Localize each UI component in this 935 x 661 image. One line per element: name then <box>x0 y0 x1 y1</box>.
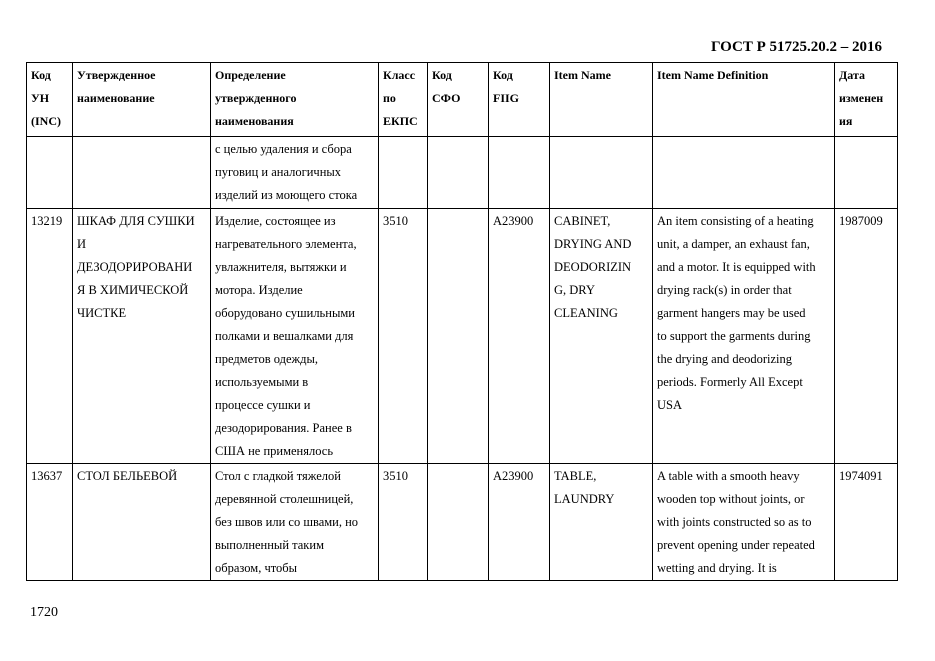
cell-item-name: TABLE, LAUNDRY <box>550 464 653 581</box>
header-approved-name: Утвержденное наименование <box>73 63 211 137</box>
cell-name-definition: с целью удаления и сбора пуговиц и аналогичных изделий из моющего стока <box>211 137 379 209</box>
cell-inc-code: 13637 <box>27 464 73 581</box>
cell-fiig-code <box>489 137 550 209</box>
cell-fiig-code: A23900 <box>489 464 550 581</box>
table-row <box>27 137 898 209</box>
page-number: 1720 <box>30 605 58 620</box>
header-item-name: Item Name <box>550 63 653 137</box>
cell-inc-code: 13219 <box>27 209 73 464</box>
cell-class: 3510 <box>379 464 428 581</box>
header-class: Класс по ЕКПС <box>379 63 428 137</box>
cell-item-name-definition <box>653 137 835 209</box>
cell-approved-name: ШКАФ ДЛЯ СУШКИ И ДЕЗОДОРИРОВАНИ Я В ХИМИЧЕСКОЙ ЧИСТКЕ <box>73 209 211 464</box>
header-sfo-code: Код СФО <box>428 63 489 137</box>
header-item-name-definition: Item Name Definition <box>653 63 835 137</box>
cell-change-date: 1987009 <box>835 209 898 464</box>
cell-item-name-definition: An item consisting of a heating unit, a damper, an exhaust fan, and a motor. It is equipped with drying rack(s) in order that garment hangers may be used to support the garments during the drying and deodorizing periods. Formerly All Except USA <box>653 209 835 464</box>
table-header-row <box>27 63 898 137</box>
cell-item-name: CABINET, DRYING AND DEODORIZIN G, DRY CLEANING <box>550 209 653 464</box>
header-name-definition: Определение утвержденного наименования <box>211 63 379 137</box>
cell-item-name <box>550 137 653 209</box>
cell-name-definition: Изделие, состоящее из нагревательного элемента, увлажнителя, вытяжки и мотора. Изделие оборудовано сушильными полками и вешалками для предметов одежды, используемыми в процессе сушки и дезодорирования. Ранее в США не применялось <box>211 209 379 464</box>
cell-change-date: 1974091 <box>835 464 898 581</box>
cell-sfo-code <box>428 137 489 209</box>
header-fiig-code: Код FIIG <box>489 63 550 137</box>
cell-item-name-definition: A table with a smooth heavy wooden top without joints, or with joints constructed so as to prevent opening under repeated wetting and drying. It is <box>653 464 835 581</box>
cell-sfo-code <box>428 464 489 581</box>
nomenclature-table <box>26 62 898 581</box>
cell-class <box>379 137 428 209</box>
cell-approved-name <box>73 137 211 209</box>
cell-class: 3510 <box>379 209 428 464</box>
cell-inc-code <box>27 137 73 209</box>
table-row <box>27 209 898 464</box>
cell-sfo-code <box>428 209 489 464</box>
header-inc-code: Код УН (INC) <box>27 63 73 137</box>
table-row <box>27 464 898 581</box>
cell-fiig-code: A23900 <box>489 209 550 464</box>
header-change-date: Дата изменен ия <box>835 63 898 137</box>
cell-approved-name: СТОЛ БЕЛЬЕВОЙ <box>73 464 211 581</box>
cell-change-date <box>835 137 898 209</box>
cell-name-definition: Стол с гладкой тяжелой деревянной столешницей, без швов или со швами, но выполненный таким образом, чтобы <box>211 464 379 581</box>
document-title: ГОСТ Р 51725.20.2 – 2016 <box>711 39 883 55</box>
